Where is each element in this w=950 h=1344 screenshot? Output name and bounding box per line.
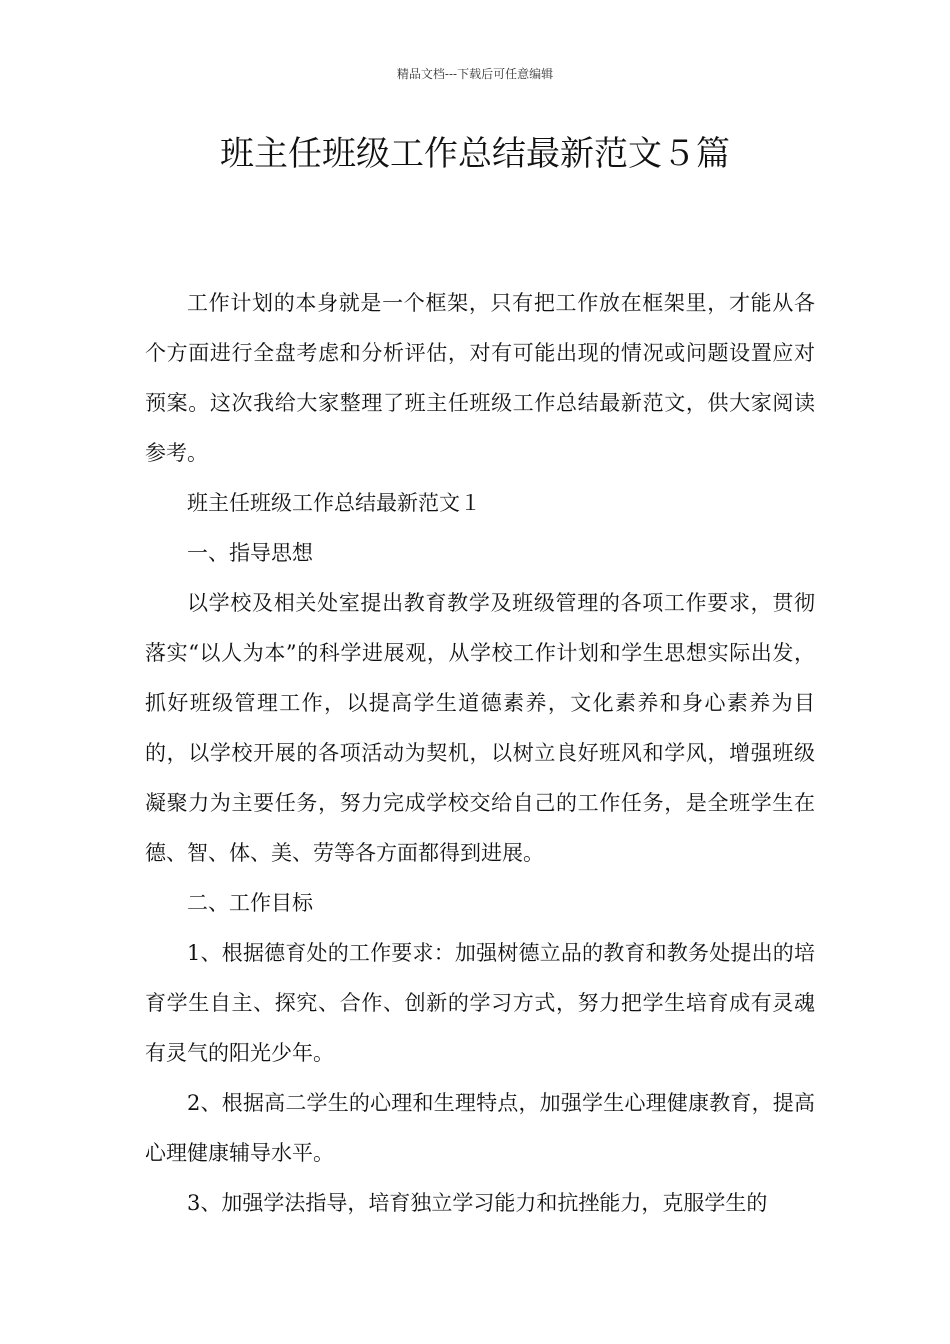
page-header: 精品文档---下载后可任意编辑 bbox=[396, 67, 554, 81]
heading-guiding-ideology: 一、指导思想 bbox=[187, 541, 313, 565]
goal-item-3: 3、加强学法指导，培育独立学习能力和抗挫能力，克服学生的 bbox=[187, 1191, 768, 1215]
heading-work-goals: 二、工作目标 bbox=[187, 891, 313, 915]
document-title: 班主任班级工作总结最新范文５篇 bbox=[220, 134, 730, 174]
intro-paragraph: 工作计划的本身就是一个框架，只有把工作放在框架里，才能从各个方面进行全盘考虑和分析评估，对有可能出现的情况或问题设置应对预案。这次我给大家整理了班主任班级工作总结最新范文，供大家阅读参考。 bbox=[145, 291, 815, 465]
goal-item-2: 2、根据高二学生的心理和生理特点，加强学生心理健康教育，提高心理健康辅导水平。 bbox=[145, 1091, 815, 1165]
goal-item-1: 1、根据德育处的工作要求：加强树德立品的教育和教务处提出的培育学生自主、探究、合作、创新的学习方式，努力把学生培育成有灵魂有灵气的阳光少年。 bbox=[145, 941, 815, 1065]
document-body bbox=[145, 278, 815, 1228]
section-title: 班主任班级工作总结最新范文１ bbox=[187, 491, 481, 515]
paragraph-guiding-ideology: 以学校及相关处室提出教育教学及班级管理的各项工作要求，贯彻落实“以人为本”的科学进展观，从学校工作计划和学生思想实际出发，抓好班级管理工作，以提高学生道德素养，文化素养和身心素养为目的，以学校开展的各项活动为契机，以树立良好班风和学风，增强班级凝聚力为主要任务，努力完成学校交给自己的工作任务，是全班学生在德、智、体、美、劳等各方面都得到进展。 bbox=[145, 591, 815, 865]
